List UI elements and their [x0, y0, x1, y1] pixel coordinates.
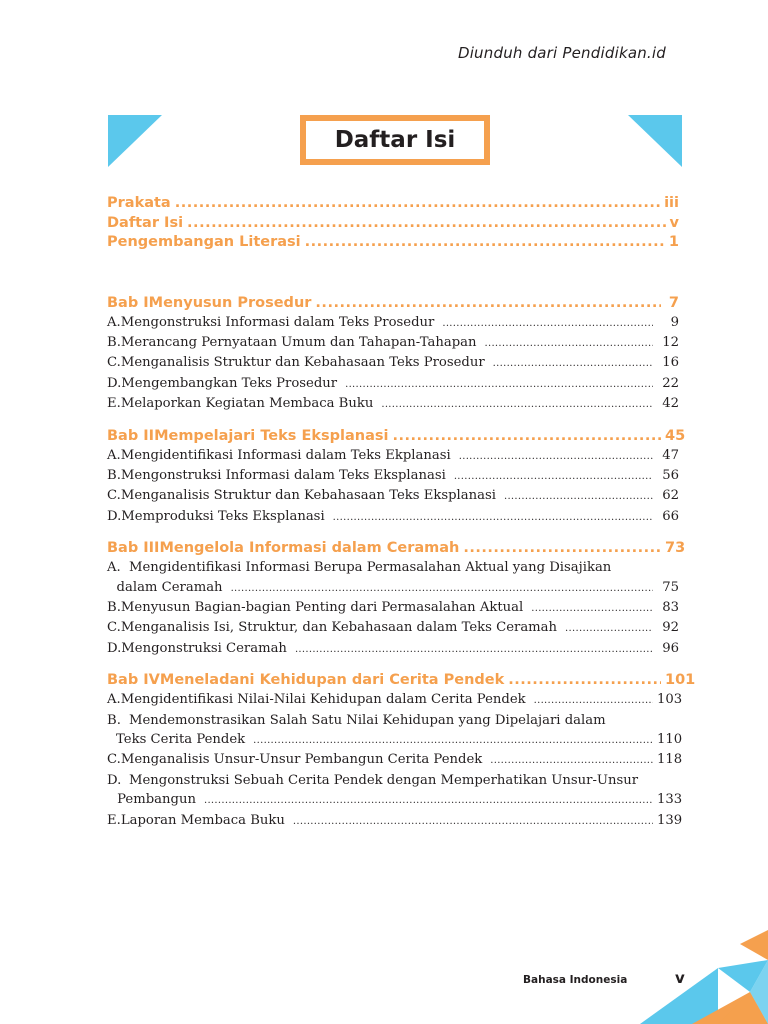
- chapter-page: 7: [668, 294, 679, 311]
- chapter-entry[interactable]: [107, 670, 696, 690]
- chapter-number: Bab IV: [107, 672, 160, 689]
- section-page: 103: [657, 692, 683, 708]
- section-entry[interactable]: [107, 466, 679, 486]
- section-entry[interactable]: [107, 313, 679, 333]
- section-letter: A.: [107, 447, 121, 463]
- section-letter: C.: [107, 620, 121, 636]
- section-title: Laporan Membaca Buku: [120, 812, 285, 828]
- section-title: Mengidentifikasi Nilai-Nilai Kehidupan dalam Cerita Pendek: [120, 692, 526, 708]
- front-matter: [107, 194, 679, 253]
- page-title: Daftar Isi: [306, 121, 484, 159]
- section-letter: C.: [107, 752, 121, 768]
- dot-leader: [459, 446, 653, 466]
- section-title-continued: dalam Ceramah: [116, 579, 223, 595]
- section-letter: A.: [107, 560, 121, 576]
- section-page: 62: [662, 488, 679, 504]
- section-letter: B.: [107, 334, 121, 350]
- section-title: Mendemonstrasikan Salah Satu Nilai Kehidupan yang Dipelajari dalam: [129, 712, 606, 728]
- dot-leader: [493, 353, 653, 373]
- section-title: Mengonstruksi Informasi dalam Teks Prosedur: [120, 314, 435, 330]
- section-page: 118: [657, 752, 683, 768]
- chapter-page: 101: [665, 672, 696, 689]
- section-letter: D.: [107, 640, 122, 656]
- section-title: Mengidentifikasi Informasi dalam Teks Ekplanasi: [120, 447, 451, 463]
- section-letter: D.: [107, 772, 122, 788]
- entry-page: iii: [664, 195, 679, 211]
- dot-leader: [315, 293, 661, 313]
- dot-leader: [175, 194, 660, 214]
- section-letter: E.: [107, 396, 121, 412]
- chapters: [107, 293, 696, 832]
- section-letter: B.: [107, 599, 121, 615]
- section-line: [107, 558, 679, 577]
- chapter-title: Meneladani Kehidupan dari Cerita Pendek: [159, 672, 505, 689]
- section-title: Memproduksi Teks Eksplanasi: [121, 508, 325, 524]
- section-entry[interactable]: [107, 598, 679, 618]
- section-page: 92: [662, 620, 679, 636]
- section-entry[interactable]: [107, 711, 683, 751]
- dot-leader: [442, 313, 653, 333]
- section-page: 12: [662, 334, 679, 350]
- section-page: 66: [662, 508, 679, 524]
- footer-book-title: Bahasa Indonesia: [523, 974, 628, 986]
- dot-leader: [295, 639, 653, 659]
- chapter-page: 45: [665, 427, 686, 444]
- section-page: 22: [662, 375, 679, 391]
- section-page: 75: [662, 579, 679, 595]
- dot-leader: [305, 233, 665, 253]
- section-title: Mengonstruksi Informasi dalam Teks Eksplanasi: [120, 467, 446, 483]
- entry-page: 1: [668, 234, 679, 250]
- chapter-number: Bab II: [107, 427, 155, 444]
- section-letter: C.: [107, 355, 121, 371]
- section-entry[interactable]: [107, 394, 679, 414]
- dot-leader: [253, 730, 653, 750]
- section-page: 42: [662, 396, 679, 412]
- section-title: Melaporkan Kegiatan Membaca Buku: [120, 396, 374, 412]
- chapter-page: 73: [665, 540, 686, 557]
- section-page: 83: [662, 599, 679, 615]
- section-title: Menganalisis Struktur dan Kebahasaan Teks Prosedur: [120, 355, 485, 371]
- section-line: [107, 790, 683, 810]
- section-title-continued: Pembangun: [117, 792, 196, 808]
- front-matter-entry[interactable]: [107, 233, 679, 253]
- entry-page: v: [669, 214, 679, 231]
- dot-leader: [204, 790, 653, 810]
- section-letter: E.: [107, 812, 121, 828]
- footer-page-number: v: [675, 969, 685, 987]
- dot-leader: [565, 618, 653, 638]
- section-title: Menganalisis Struktur dan Kebahasaan Teks Eksplanasi: [120, 488, 496, 504]
- section-title: Menyusun Bagian-bagian Penting dari Permasalahan Aktual: [120, 599, 524, 615]
- entry-label: Pengembangan Literasi: [107, 234, 301, 250]
- section-letter: B.: [107, 712, 121, 728]
- chapter-entry[interactable]: [107, 538, 686, 558]
- chapter-title: Mengelola Informasi dalam Ceramah: [159, 540, 460, 557]
- section-page: 139: [657, 812, 683, 828]
- section-page: 47: [662, 447, 679, 463]
- dot-leader: [454, 466, 653, 486]
- section-entry[interactable]: [107, 333, 679, 353]
- section-entry[interactable]: [107, 771, 683, 811]
- corner-triangle-left-icon: [108, 115, 162, 167]
- section-entry[interactable]: [107, 690, 683, 710]
- chapter-title: Menyusun Prosedur: [148, 294, 312, 311]
- entry-label: Prakata: [107, 195, 171, 211]
- section-page: 133: [657, 792, 683, 808]
- dot-leader: [485, 333, 654, 353]
- section-entry[interactable]: [107, 353, 679, 373]
- section-line: [107, 730, 683, 750]
- section-entry[interactable]: [107, 558, 679, 598]
- section-entry[interactable]: [107, 750, 683, 770]
- dot-leader: [463, 538, 661, 558]
- dot-leader: [392, 426, 661, 446]
- section-page: 56: [662, 467, 679, 483]
- front-matter-entry[interactable]: [107, 214, 679, 234]
- chapter-entry[interactable]: [107, 426, 686, 446]
- section-letter: D.: [107, 508, 122, 524]
- dot-leader: [490, 750, 653, 770]
- section-line: [107, 711, 679, 730]
- dot-leader: [333, 507, 653, 527]
- dot-leader: [345, 374, 653, 394]
- section-entry[interactable]: [107, 811, 683, 831]
- chapter-entry[interactable]: [107, 293, 679, 313]
- section-letter: A.: [107, 314, 121, 330]
- dot-leader: [231, 578, 653, 598]
- chapter-title: Mempelajari Teks Eksplanasi: [154, 427, 389, 444]
- corner-triangle-right-icon: [628, 115, 682, 167]
- section-letter: A.: [107, 692, 121, 708]
- section-page: 96: [662, 640, 679, 656]
- section-entry[interactable]: [107, 507, 679, 527]
- section-title: Mengidentifikasi Informasi Berupa Permasalahan Aktual yang Disajikan: [129, 560, 612, 576]
- section-page: 9: [670, 314, 679, 330]
- source-note: Diunduh dari Pendidikan.id: [457, 44, 666, 62]
- section-entry[interactable]: [107, 486, 679, 506]
- section-title: Menganalisis Isi, Struktur, dan Kebahasaan dalam Teks Ceramah: [120, 620, 558, 636]
- section-title: Merancang Pernyataan Umum dan Tahapan-Tahapan: [120, 334, 477, 350]
- section-title: Mengembangkan Teks Prosedur: [121, 375, 338, 391]
- section-letter: B.: [107, 467, 121, 483]
- dot-leader: [381, 394, 653, 414]
- section-page: 110: [657, 732, 683, 747]
- title-box: [300, 115, 490, 165]
- front-matter-entry[interactable]: [107, 194, 679, 214]
- dot-leader: [534, 690, 653, 710]
- dot-leader: [531, 598, 653, 618]
- section-letter: D.: [107, 375, 122, 391]
- section-entry[interactable]: [107, 446, 679, 466]
- section-line: [107, 578, 679, 598]
- chapter-number: Bab I: [107, 294, 149, 311]
- section-title: Mengonstruksi Ceramah: [121, 640, 287, 656]
- section-letter: C.: [107, 488, 121, 504]
- section-entry[interactable]: [107, 639, 679, 659]
- table-of-contents: [107, 194, 696, 831]
- section-page: 16: [662, 355, 679, 371]
- dot-leader: [187, 214, 666, 234]
- section-title-continued: Teks Cerita Pendek: [116, 732, 246, 747]
- dot-leader: [293, 811, 653, 831]
- section-title: Mengonstruksi Sebuah Cerita Pendek dengan Memperhatikan Unsur-Unsur: [129, 772, 639, 788]
- chapter-number: Bab III: [107, 540, 160, 557]
- section-entry[interactable]: [107, 618, 679, 638]
- entry-label: Daftar Isi: [107, 214, 184, 231]
- section-line: [107, 771, 679, 790]
- dot-leader: [508, 670, 661, 690]
- dot-leader: [504, 486, 653, 506]
- section-entry[interactable]: [107, 374, 679, 394]
- section-title: Menganalisis Unsur-Unsur Pembangun Cerita Pendek: [120, 752, 483, 768]
